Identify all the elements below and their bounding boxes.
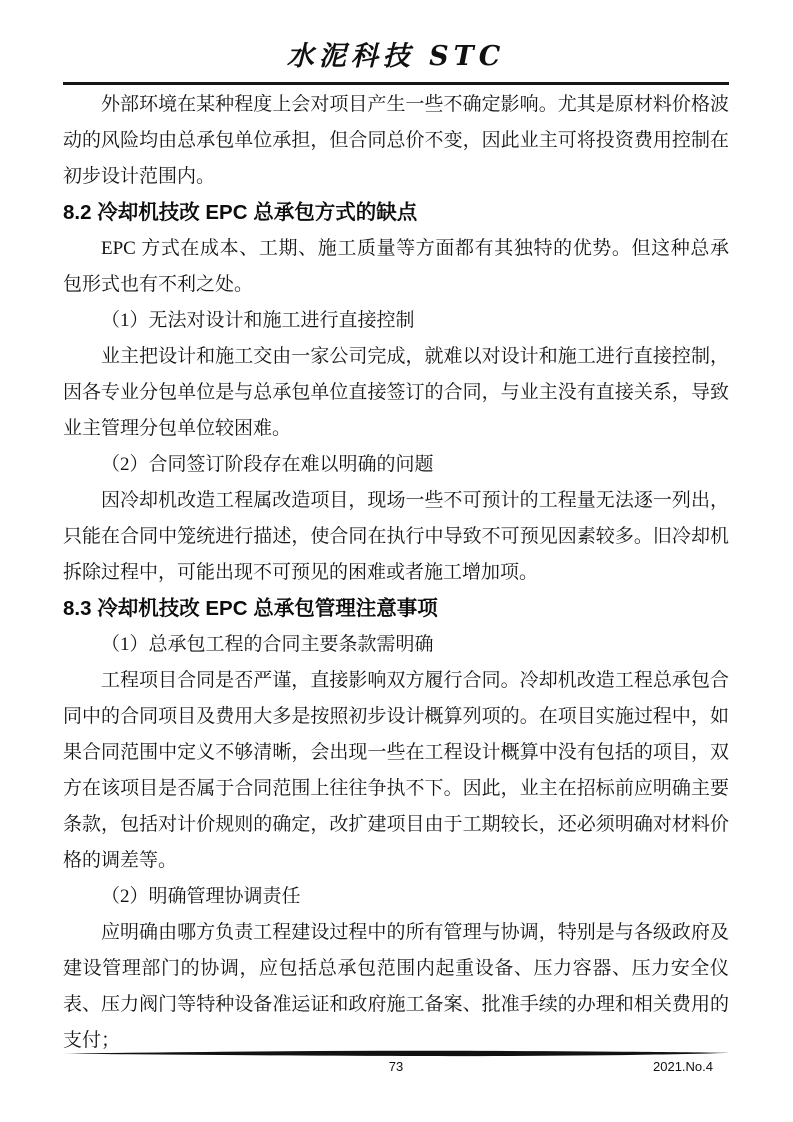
- page-number: 73: [388, 1059, 404, 1074]
- document-body: [63, 87, 729, 1059]
- body-paragraph: 应明确由哪方负责工程建设过程中的所有管理与协调，特别是与各级政府及建设管理部门的协调，应包括总承包范围内起重设备、压力容器、压力安全仪表、压力阀门等特种设备准运证和政府施工备案、批准手续的办理和相关费用的支付；: [63, 922, 729, 1051]
- list-item-heading: （2）合同签订阶段存在难以明确的问题: [101, 454, 434, 475]
- body-paragraph: 外部环境在某种程度上会对项目产生一些不确定影响。尤其是原材料价格波动的风险均由总承包单位承担，但合同总价不变，因此业主可将投资费用控制在初步设计范围内。: [63, 94, 729, 187]
- footer-rule: [63, 1049, 729, 1058]
- section-heading: 8.2 冷却机技改 EPC 总承包方式的缺点: [63, 201, 418, 224]
- journal-title: 水泥科技 STC: [286, 41, 506, 72]
- issue-number: 2021.No.4: [653, 1059, 713, 1074]
- body-paragraph: 因冷却机改造工程属改造项目，现场一些不可预计的工程量无法逐一列出，只能在合同中笼统进行描述，使合同在执行中导致不可预见因素较多。旧冷却机拆除过程中，可能出现不可预见的困难或者施工增加项。: [63, 490, 729, 583]
- body-paragraph: 业主把设计和施工交由一家公司完成，就难以对设计和施工进行直接控制，因各专业分包单位是与总承包单位直接签订的合同，与业主没有直接关系，导致业主管理分包单位较困难。: [63, 346, 729, 439]
- body-paragraph: EPC 方式在成本、工期、施工质量等方面都有其独特的优势。但这种总承包形式也有不利之处。: [63, 238, 729, 295]
- page-footer: [63, 1058, 729, 1076]
- section-heading: 8.3 冷却机技改 EPC 总承包管理注意事项: [63, 597, 438, 620]
- list-item-heading: （1）无法对设计和施工进行直接控制: [101, 310, 415, 331]
- page-header: [63, 40, 729, 85]
- list-item-heading: （2）明确管理协调责任: [101, 886, 301, 907]
- body-paragraph: 工程项目合同是否严谨，直接影响双方履行合同。冷却机改造工程总承包合同中的合同项目及费用大多是按照初步设计概算列项的。在项目实施过程中，如果合同范围中定义不够清晰，会出现一些在工程设计概算中没有包括的项目，双方在该项目是否属于合同范围上往往争执不下。因此，业主在招标前应明确主要条款，包括对计价规则的确定，改扩建项目由于工期较长，还必须明确对材料价格的调差等。: [63, 670, 729, 871]
- tapered-rule-shape: [63, 1049, 729, 1058]
- list-item-heading: （1）总承包工程的合同主要条款需明确: [101, 634, 434, 655]
